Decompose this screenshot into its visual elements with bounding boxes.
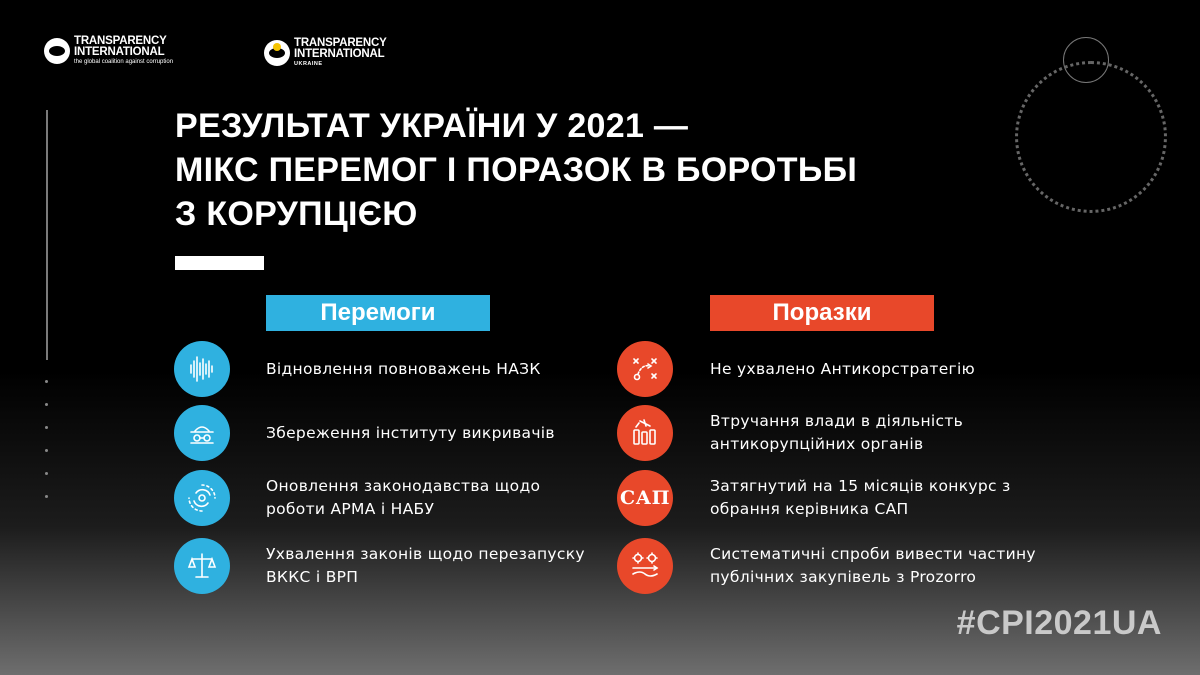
- sap-icon-text: САП: [619, 487, 671, 509]
- vertical-dots-decoration: [45, 380, 48, 518]
- defeat-item-1: [617, 341, 1040, 397]
- defeat-item-4-text: Систематичні спроби вивести частину публічних закупівель з Prozorro: [710, 545, 1036, 586]
- victory-item-2-text: Збереження інституту викривачів: [266, 423, 555, 442]
- victory-item-3-text: Оновлення законодавства щодо роботи АРМА і НАБУ: [266, 477, 541, 518]
- transparency-international-ukraine-logo: [264, 38, 387, 68]
- defeat-item-1-text: Не ухвалено Антикорстратегію: [710, 359, 975, 378]
- ti-logo-line1: TRANSPARENCY: [74, 35, 167, 47]
- defeat-item-2-text: Втручання влади в діяльність антикорупційних органів: [710, 412, 964, 453]
- title-line-3: З КОРУПЦІЄЮ: [175, 195, 418, 233]
- interference-icon: [617, 405, 673, 461]
- gears-icon: [617, 538, 673, 594]
- tiu-logo-tagline: UKRAINE: [294, 61, 323, 67]
- victory-item-4: [174, 538, 586, 594]
- victories-header: Перемоги: [266, 295, 490, 331]
- defeat-item-3: [617, 470, 1040, 526]
- whistleblower-icon: [174, 405, 230, 461]
- title-line-1: РЕЗУЛЬТАТ УКРАЇНИ У 2021 —: [175, 107, 689, 145]
- scales-icon: [174, 538, 230, 594]
- victory-item-1-text: Відновлення повноважень НАЗК: [266, 359, 541, 378]
- title-underline-bar: [175, 256, 264, 270]
- defeat-item-3-text: Затягнутий на 15 місяців конкурс з обрання керівника САП: [710, 477, 1011, 518]
- strategy-icon: [617, 341, 673, 397]
- tiu-logo-mark: [264, 40, 290, 66]
- dotted-circle-decoration: [1015, 61, 1167, 213]
- title-line-2: МІКС ПЕРЕМОГ І ПОРАЗОК В БОРОТЬБІ: [175, 151, 858, 189]
- soundwave-icon: [174, 341, 230, 397]
- victory-item-4-text: Ухвалення законів щодо перезапуску ВККС і ВРП: [266, 545, 585, 586]
- refresh-target-icon: [174, 470, 230, 526]
- victory-item-2: [174, 405, 586, 461]
- sap-icon: [617, 470, 673, 526]
- transparency-international-logo: [44, 36, 173, 66]
- ti-logo-tagline: the global coalition against corruption: [74, 59, 174, 65]
- tiu-logo-line1: TRANSPARENCY: [294, 37, 387, 49]
- victory-item-3: [174, 470, 586, 526]
- ti-logo-mark: [44, 38, 70, 64]
- ti-logo-line2: INTERNATIONAL: [74, 46, 165, 58]
- defeat-item-2: [617, 405, 1040, 461]
- hashtag: #CPI2021UA: [956, 604, 1162, 642]
- defeat-item-4: [617, 538, 1040, 594]
- victory-item-1: [174, 341, 586, 397]
- tiu-logo-line2: INTERNATIONAL: [294, 48, 385, 60]
- defeats-header: Поразки: [710, 295, 934, 331]
- page-title: [175, 104, 857, 236]
- vertical-divider-line: [46, 110, 48, 360]
